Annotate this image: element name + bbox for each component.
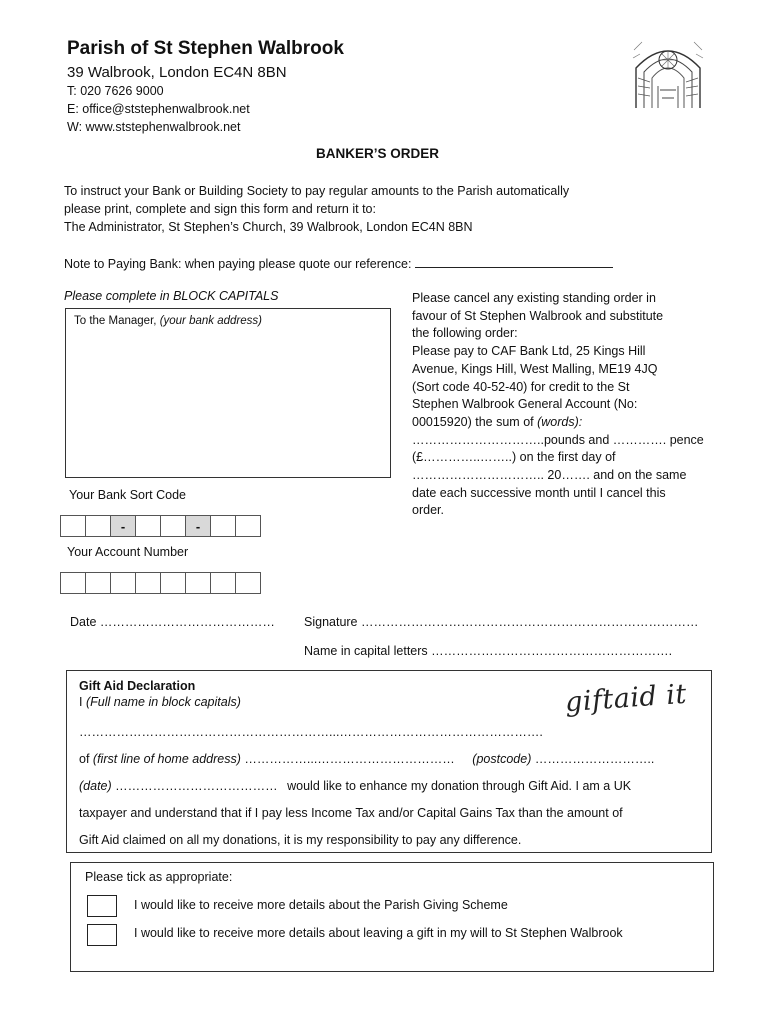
- intro-text: [64, 182, 704, 236]
- account-digit[interactable]: [60, 572, 86, 594]
- sort-code-digit[interactable]: [160, 515, 186, 537]
- tick-instruction: Please tick as appropriate:: [85, 870, 233, 884]
- gift-aid-name-line: I (Full name in block capitals): [79, 695, 241, 709]
- church-illustration: [632, 38, 704, 110]
- intro-line-1: To instruct your Bank or Building Society to pay regular amounts to the Parish automatically: [64, 184, 570, 198]
- account-digit[interactable]: [210, 572, 236, 594]
- web-line: W: www.ststephenwalbrook.net: [67, 120, 241, 134]
- order-line[interactable]: ………………………….. 20……. and on the same: [412, 468, 687, 483]
- gift-aid-address-line[interactable]: of (first line of home address) ……………...…………………………… (postcode) ………………………..: [79, 752, 655, 766]
- order-line[interactable]: …………………………..pounds and …………. pence: [412, 432, 704, 447]
- sort-code-digit[interactable]: [210, 515, 236, 537]
- order-line[interactable]: (£…………..……..) on the first day of: [412, 450, 616, 465]
- account-digit[interactable]: [135, 572, 161, 594]
- account-number-input[interactable]: [60, 572, 260, 594]
- order-line: Avenue, Kings Hill, West Malling, ME19 4JQ: [412, 361, 658, 376]
- reference-note-label: Note to Paying Bank: when paying please quote our reference:: [64, 257, 412, 271]
- legacy-gift-checkbox[interactable]: [87, 924, 117, 946]
- account-digit[interactable]: [85, 572, 111, 594]
- phone-line: T: 020 7626 9000: [67, 84, 164, 98]
- name-capitals-field[interactable]: Name in capital letters ………………………………………………….: [304, 644, 673, 658]
- parish-address: 39 Walbrook, London EC4N 8BN: [67, 64, 287, 81]
- tick-options-box: [70, 862, 714, 972]
- bank-box-hint: (your bank address): [159, 315, 262, 327]
- email-line: E: office@ststephenwalbrook.net: [67, 102, 250, 116]
- order-line: Please cancel any existing standing order in: [412, 291, 656, 305]
- account-digit[interactable]: [185, 572, 211, 594]
- sort-code-digit[interactable]: [235, 515, 261, 537]
- account-digit[interactable]: [160, 572, 186, 594]
- legacy-gift-label: I would like to receive more details about leaving a gift in my will to St Stephen Walbrook: [134, 926, 623, 940]
- sort-code-separator: -: [185, 515, 211, 537]
- intro-line-2: please print, complete and sign this form and return it to:: [64, 202, 376, 216]
- order-line: favour of St Stephen Walbrook and substitute: [412, 308, 664, 323]
- sort-code-label: Your Bank Sort Code: [69, 488, 186, 502]
- order-line: the following order:: [412, 326, 518, 341]
- order-line: Please pay to CAF Bank Ltd, 25 Kings Hill: [412, 344, 646, 359]
- order-line: 00015920) the sum of (words):: [412, 414, 583, 429]
- gift-aid-date-line[interactable]: (date) ………………………………… would like to enhance my donation through Gift Aid. I am a UK: [79, 779, 632, 793]
- parish-giving-label: I would like to receive more details about the Parish Giving Scheme: [134, 898, 508, 912]
- gift-aid-text-line: Gift Aid claimed on all my donations, it is my responsibility to pay any difference.: [79, 833, 522, 847]
- reference-note: [64, 255, 613, 271]
- date-field[interactable]: Date ……………………………………: [70, 615, 275, 629]
- account-digit[interactable]: [235, 572, 261, 594]
- sort-code-separator: -: [110, 515, 136, 537]
- reference-field[interactable]: [415, 255, 613, 268]
- order-line: (Sort code 40-52-40) for credit to the St: [412, 379, 630, 394]
- gift-aid-logo: giftaid it: [564, 678, 688, 719]
- form-heading: BANKER’S ORDER: [315, 146, 439, 161]
- signature-field[interactable]: Signature ………………………………………………………………………: [304, 615, 699, 629]
- parish-giving-checkbox[interactable]: [87, 895, 117, 917]
- order-line: date each successive month until I cancel this: [412, 485, 666, 500]
- block-caps-instruction: Please complete in BLOCK CAPITALS: [64, 289, 279, 303]
- sort-code-digit[interactable]: [135, 515, 161, 537]
- order-line: Stephen Walbrook General Account (No:: [412, 397, 638, 412]
- gift-aid-box: [66, 670, 712, 853]
- gift-aid-title: Gift Aid Declaration: [79, 679, 196, 693]
- order-line: order.: [412, 503, 444, 518]
- intro-line-3: The Administrator, St Stephen’s Church, 39 Walbrook, London EC4N 8BN: [64, 220, 473, 234]
- account-digit[interactable]: [110, 572, 136, 594]
- gift-aid-name-field[interactable]: ……………………………………………………...………………………………………….: [79, 725, 543, 739]
- account-number-label: Your Account Number: [67, 545, 189, 559]
- parish-title: Parish of St Stephen Walbrook: [67, 38, 344, 59]
- bank-address-box[interactable]: [65, 308, 391, 478]
- sort-code-input[interactable]: [60, 515, 260, 537]
- sort-code-digit[interactable]: [60, 515, 86, 537]
- gift-aid-text-line: taxpayer and understand that if I pay less Income Tax and/or Capital Gains Tax than the amount of: [79, 806, 623, 820]
- sort-code-digit[interactable]: [85, 515, 111, 537]
- standing-order-text: [412, 290, 707, 520]
- bank-box-label: To the Manager, (your bank address): [74, 315, 262, 327]
